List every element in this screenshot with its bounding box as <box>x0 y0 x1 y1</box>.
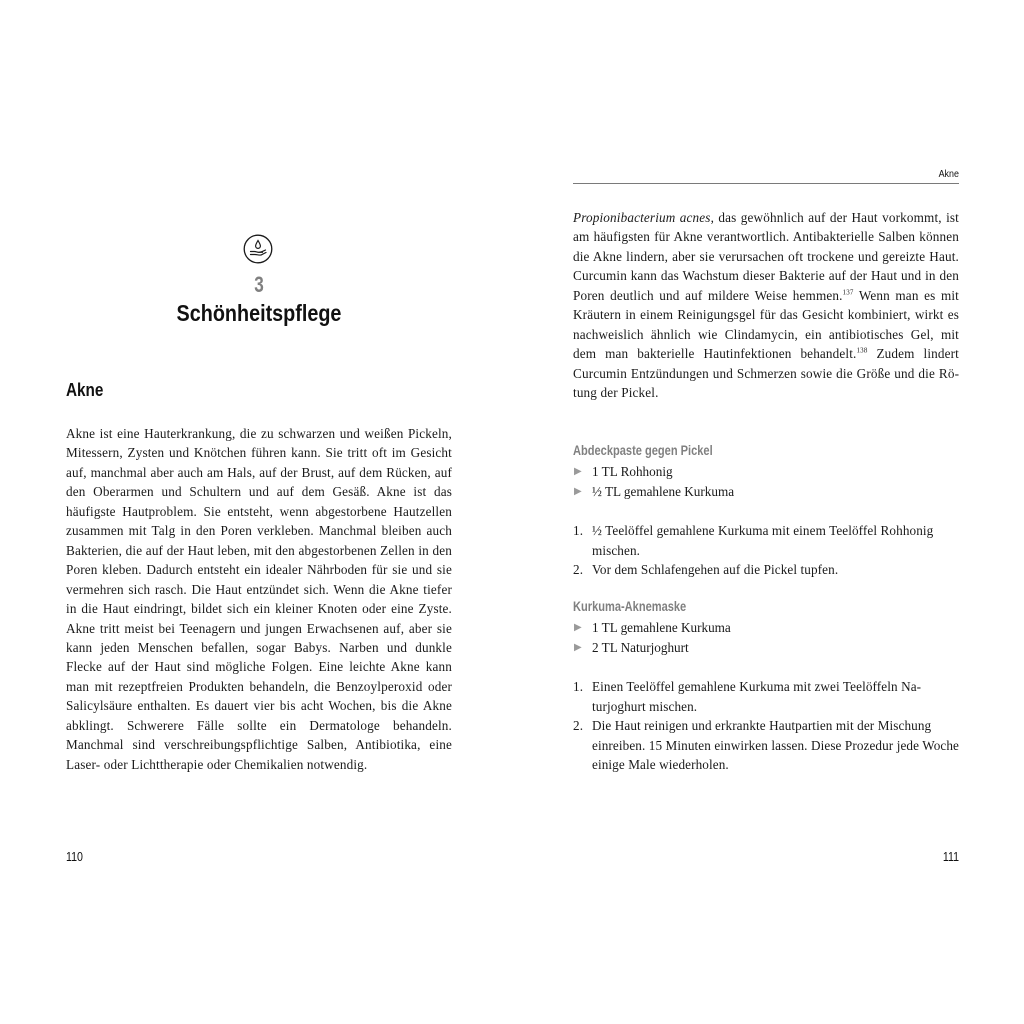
body-paragraph-text: Akne ist eine Hauterkrankung, die zu schwarzen und weißen Pickeln, Mitessern, Zysten und Knötchen führen kann. Sie tritt oft im Gesicht auf, manchmal aber auch am Hals, auf der Brust, auf dem Rücken, auf den Oberarmen und Schultern und auf dem Gesäß. Akne ist das häufigste Hautproblem. Sie entsteht, wenn abgestorbene Hautzellen zusammen mit Talg in den Poren verkleben. Manchmal bleiben auch Bakterien, die auf der Haut leben, mit den abgestorbenen Zellen in den Poren kleben. Dadurch entsteht ein idealer Nährboden für sie und sie vermehren sich rasch. Die Haut entzündet sich. Wenn die Akne tiefer in die Haut eindringt, bildet sich ein kleiner Knoten oder eine Zyste. Akne tritt meist bei Teenagern und jungen Erwachsenen auf, aber sie kann jeden Menschen befallen, sogar Babys. Narben und dunkle Flecke auf der Haut sind mögliche Folgen. Eine leichte Akne kann man mit rezeptfreien Produkten behandeln, die Benzoylperoxid oder Salicylsäure enthalten. Es dauert vier bis acht Wochen, bis die Akne abklingt. Schwerere Fälle sollte ein Dermatologe behandeln. Manchmal sind verschreibungspflichtige Salben, Antibiotika, eine Laser- oder Lichttherapie oder Chemikalien notwendig. <box>66 426 452 772</box>
intro-text-1: , das gewöhnlich auf der Haut vorkommt, ist am häufigsten für Akne verantwortlich. Antibakterielle Salben können die Akne lindern, aber sie verursachen oft trockene und gereizte Haut. Curcumin kann das Wachstum dieser Bakterie auf der Haut und in den Poren deutlich und auf mildere Weise hemmen. <box>573 210 959 303</box>
footnote-ref-138: 138 <box>856 346 868 355</box>
intro-paragraph <box>573 208 959 403</box>
chapter-title: Schönheitspflege <box>176 300 342 326</box>
intro-text-2: Wenn man es mit Kräutern in einem Reinigungsgel für das Gesicht kombiniert, wirkt es nachweislich ähnlich wie Clindamycin, ein antibiotisches Gel, mit dem man bakterielle Hautinfektionen behandelt. <box>573 287 959 362</box>
bacterium-name: Propionibacterium acnes <box>573 210 711 225</box>
triangle-bullet-icon: ▶ <box>574 485 582 497</box>
recipe-title: Kurkuma-Aknemaske <box>573 599 687 614</box>
ingredient-item: ▶ 1 TL Rohhonig <box>573 462 959 482</box>
ingredient-list <box>573 618 959 657</box>
body-paragraph <box>66 424 452 774</box>
hand-droplet-icon <box>243 234 273 264</box>
section-heading: Akne <box>66 380 104 400</box>
footnote-ref-137: 137 <box>842 288 854 297</box>
step-list <box>573 677 959 775</box>
triangle-bullet-icon: ▶ <box>574 641 582 653</box>
ingredient-item: ▶ 2 TL Naturjoghurt <box>573 638 959 658</box>
step-list <box>573 521 959 580</box>
step-item: 2. Vor dem Schlafengehen auf die Pickel tupfen. <box>573 562 839 577</box>
header-rule <box>573 183 959 184</box>
step-item: 1. Einen Teelöffel gemahlene Kurkuma mit zwei Teelöffeln Naturjoghurt mischen. <box>573 679 922 714</box>
page-number-left: 110 <box>66 850 83 864</box>
chapter-number: 3 <box>254 272 264 297</box>
ingredient-list <box>573 462 959 501</box>
triangle-bullet-icon: ▶ <box>574 466 582 477</box>
step-item: 1. ½ Teelöffel gemahlene Kurkuma mit einem Teelöffel Rohhonig mischen. <box>573 523 934 558</box>
ingredient-item: ▶ ½ TL gemahlene Kurkuma <box>573 482 959 502</box>
page-number-right: 111 <box>942 850 959 864</box>
running-head: Akne <box>938 168 959 180</box>
triangle-bullet-icon: ▶ <box>574 622 582 633</box>
ingredient-item: ▶ 1 TL gemahlene Kurkuma <box>573 618 959 638</box>
right-page <box>573 0 959 1024</box>
left-page <box>66 0 452 1024</box>
intro-text-3: Zudem lindert Curcumin Entzündungen und Schmerzen sowie die Größe und die Rötung der Pickel. <box>573 346 959 401</box>
step-item: 2. Die Haut reinigen und erkrankte Hautpartien mit der Mischung einreiben. 15 Minuten einwirken lassen. Diese Prozedur jede Woche einige Male wiederholen. <box>573 718 960 772</box>
recipe-title: Abdeckpaste gegen Pickel <box>573 443 713 458</box>
